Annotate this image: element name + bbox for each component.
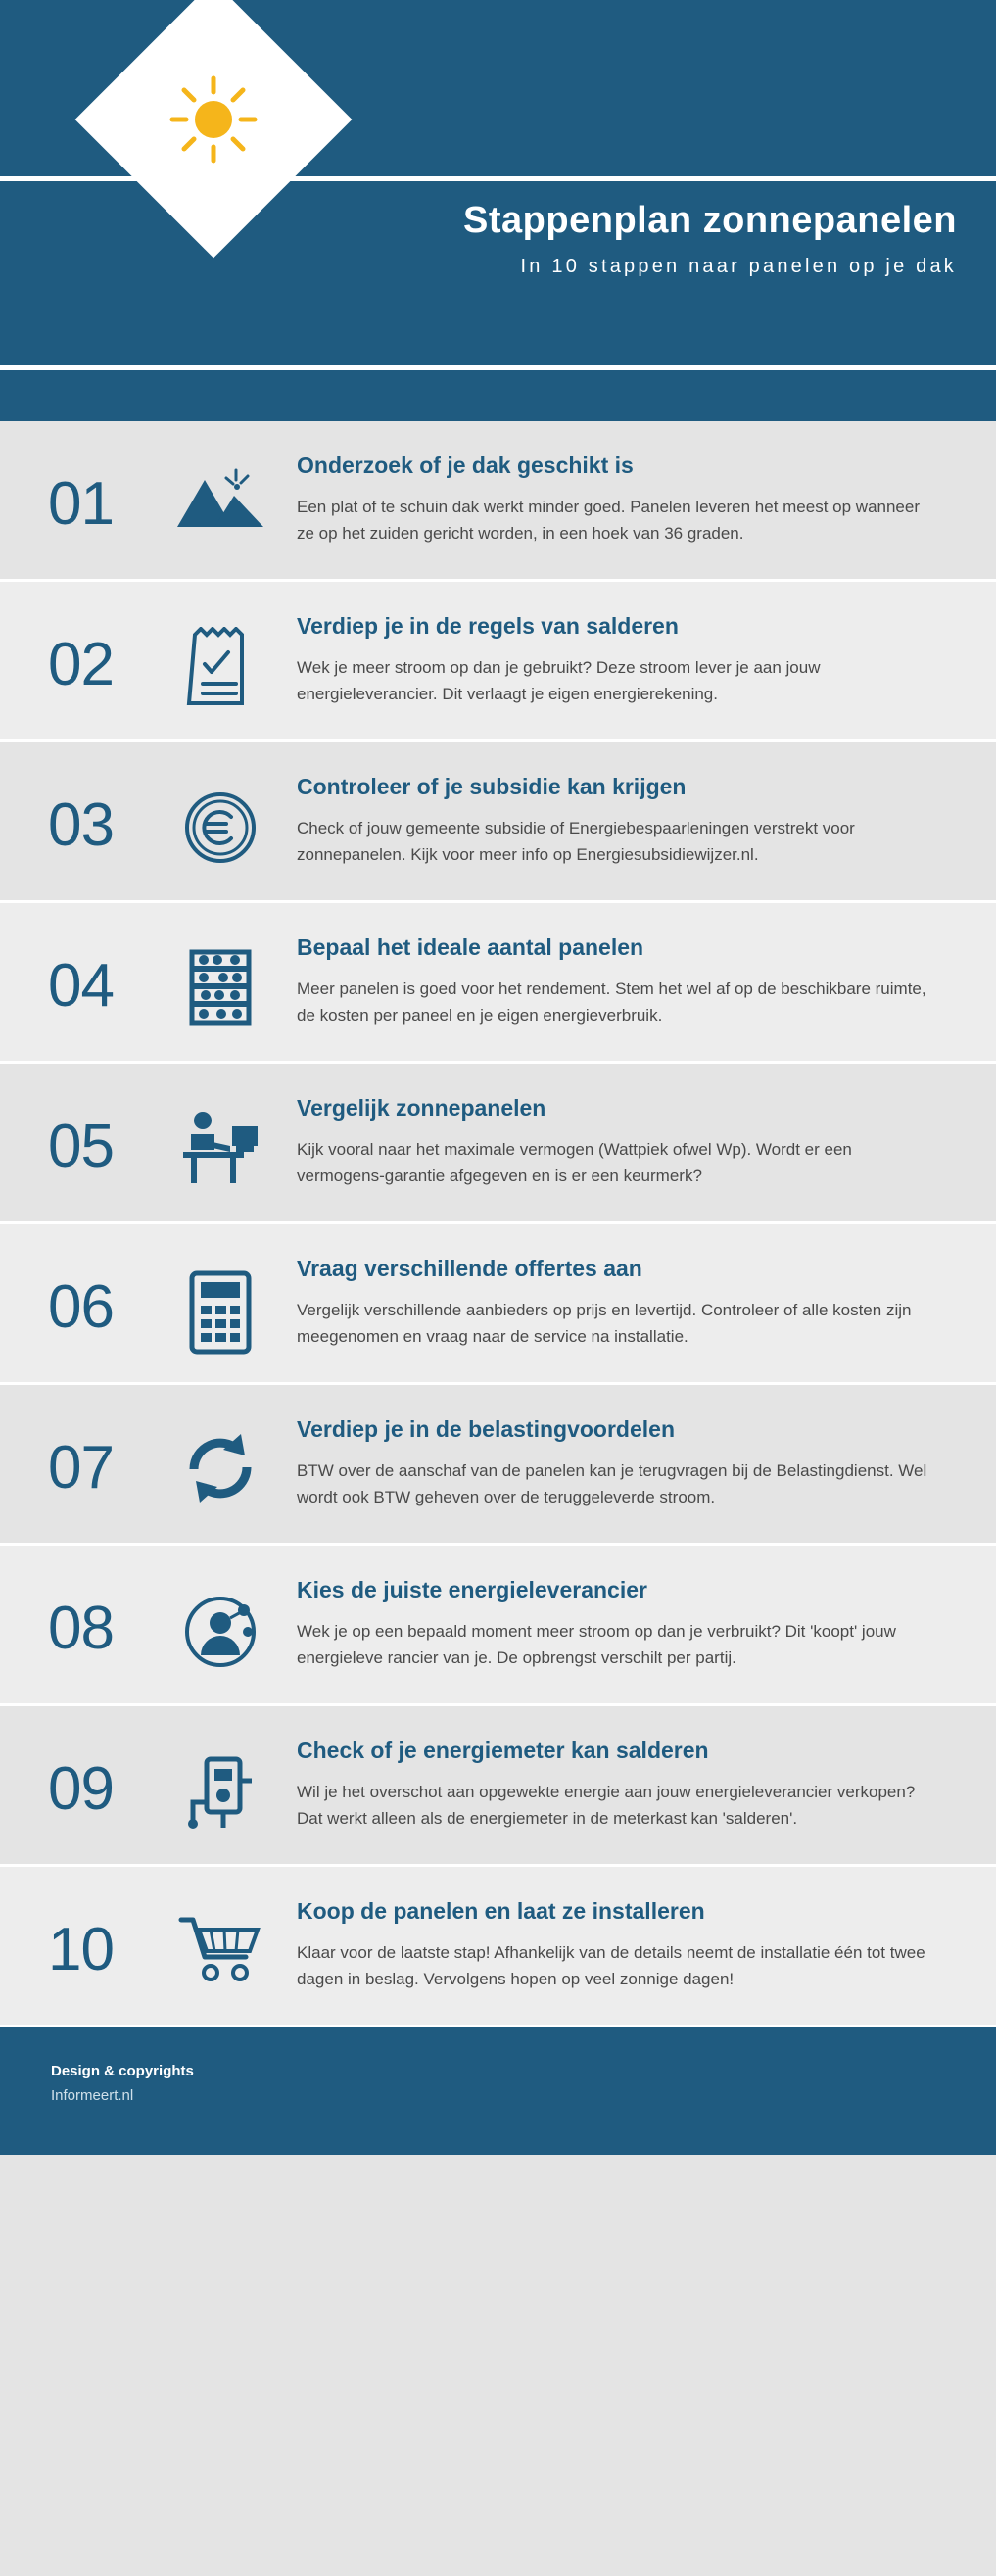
step-body [279, 439, 996, 548]
step-number: 04 [48, 952, 114, 1020]
step-number: 09 [48, 1755, 114, 1823]
step-item-06 [0, 1224, 996, 1385]
energy-meter-icon [162, 1724, 279, 1834]
step-body [279, 921, 996, 1029]
step-text: Check of jouw gemeente subsidie of Energiebespaarleningen verstrekt voor zonnepanelen. Kijk voor meer info op Energiesubsidiewijzer.nl. [297, 818, 855, 865]
sun-icon [165, 71, 262, 168]
step-title: Controleer of je subsidie kan krijgen [297, 774, 687, 799]
footer-title: Design & copyrights [51, 2063, 194, 2079]
step-text: Vergelijk verschillende aanbieders op prijs en levertijd. Controleer of alle kosten zijn meegenomen en vraag naar de service na installatie. [297, 1300, 912, 1347]
step-title: Vraag verschillende offertes aan [297, 1256, 642, 1281]
step-title: Onderzoek of je dak geschikt is [297, 453, 634, 478]
header [0, 0, 996, 421]
step-number: 08 [48, 1595, 114, 1662]
step-title: Kies de juiste energieleverancier [297, 1577, 647, 1602]
step-body [279, 599, 996, 708]
step-item-09 [0, 1706, 996, 1867]
step-text: Meer panelen is goed voor het rendement. Stem het wel af op de beschikbare ruimte, de kosten per paneel en je eigen energieverbruik. [297, 978, 926, 1026]
step-number: 02 [48, 631, 114, 698]
step-body [279, 1081, 996, 1190]
step-title: Verdiep je in de regels van salderen [297, 613, 679, 639]
shopping-cart-icon [162, 1884, 279, 1984]
step-number: 10 [48, 1916, 114, 1983]
footer-subtitle: Informeert.nl [51, 2087, 134, 2104]
step-body [279, 1403, 996, 1511]
header-divider-bottom [0, 365, 996, 370]
step-title: Vergelijk zonnepanelen [297, 1095, 546, 1121]
refresh-cycle-icon [162, 1403, 279, 1506]
abacus-icon [162, 921, 279, 1026]
step-text: Wil je het overschot aan opgewekte energie aan jouw energieleverancier verkopen? Dat werkt alleen als de energiemeter in de meterkast kan 'salderen'. [297, 1782, 916, 1829]
step-item-03 [0, 742, 996, 903]
step-item-04 [0, 903, 996, 1064]
step-body [279, 760, 996, 869]
step-title: Bepaal het ideale aantal panelen [297, 934, 644, 960]
step-number: 06 [48, 1273, 114, 1341]
step-body [279, 1242, 996, 1351]
step-number: 01 [48, 470, 114, 538]
step-number: 05 [48, 1113, 114, 1180]
step-body [279, 1724, 996, 1833]
steps-list [0, 421, 996, 2027]
header-text [294, 201, 957, 278]
page-subtitle: In 10 stappen naar panelen op je dak [520, 255, 957, 277]
step-title: Check of je energiemeter kan salderen [297, 1738, 709, 1763]
step-text: BTW over de aanschaf van de panelen kan je terugvragen bij de Belastingdienst. Wel wordt ook BTW geheven over de teruggeleverde stroom. [297, 1460, 927, 1507]
step-body [279, 1563, 996, 1672]
page-title: Stappenplan zonnepanelen [463, 200, 957, 241]
step-title: Koop de panelen en laat ze installeren [297, 1898, 705, 1924]
step-text: Kijk vooral naar het maximale vermogen (Wattpiek ofwel Wp). Wordt er een vermogens-garantie afgegeven en is er een keurmerk? [297, 1139, 852, 1186]
euro-coin-icon [162, 760, 279, 868]
person-network-icon [162, 1563, 279, 1673]
step-text: Een plat of te schuin dak werkt minder goed. Panelen leveren het meest op wanneer ze op het zuiden gericht worden, in een hoek van 36 graden. [297, 497, 920, 544]
step-title: Verdiep je in de belastingvoordelen [297, 1416, 675, 1442]
step-item-01 [0, 421, 996, 582]
mountain-sun-icon [162, 439, 279, 537]
step-text: Klaar voor de laatste stap! Afhankelijk van de details neemt de installatie één tot twee dagen in beslag. Vervolgens hopen op veel zonnige dagen! [297, 1942, 925, 1989]
step-item-08 [0, 1546, 996, 1706]
step-text: Wek je op een bepaald moment meer stroom op dan je verbruikt? Dit 'koopt' jouw energieleve rancier van je. De opbrengst verschilt per partij. [297, 1621, 896, 1668]
step-item-05 [0, 1064, 996, 1224]
step-body [279, 1884, 996, 1993]
step-number: 03 [48, 791, 114, 859]
footer [0, 2027, 996, 2155]
person-at-desk-icon [162, 1081, 279, 1185]
step-text: Wek je meer stroom op dan je gebruikt? Deze stroom lever je aan jouw energieleverancier. Dit verlaagt je eigen energierekening. [297, 657, 821, 704]
checklist-document-icon [162, 599, 279, 711]
step-number: 07 [48, 1434, 114, 1502]
calculator-icon [162, 1242, 279, 1356]
step-item-02 [0, 582, 996, 742]
step-item-10 [0, 1867, 996, 2027]
step-item-07 [0, 1385, 996, 1546]
